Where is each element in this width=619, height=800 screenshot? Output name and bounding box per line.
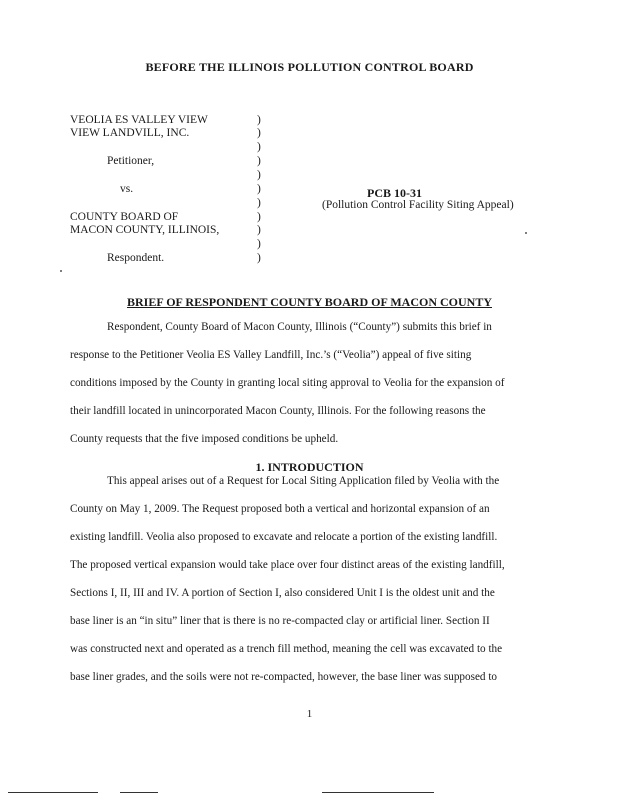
paragraph-line: response to the Petitioner Veolia ES Valley Landfill, Inc.’s (“Veolia”) appeal of five siting [70,349,472,361]
paragraph-line: was constructed next and operated as a trench fill method, meaning the cell was excavated to the [70,643,503,655]
paragraph-line: County requests that the five imposed conditions be upheld. [70,433,339,445]
petitioner-role: Petitioner, [107,155,155,167]
caption-paren: ) [257,238,261,250]
paragraph-line: base liner grades, and the soils were not re-compacted, however, the base liner was supposed to [70,671,498,683]
caption-paren: ) [257,183,261,195]
court-title: BEFORE THE ILLINOIS POLLUTION CONTROL BOARD [145,60,474,74]
paragraph-line: Sections I, II, III and IV. A portion of Section I, also considered Unit I is the oldest unit and the [70,587,495,599]
paragraph-line: This appeal arises out of a Request for Local Siting Application filed by Veolia with the [107,475,500,487]
versus-label: vs. [120,183,134,195]
respondent-name-line1: COUNTY BOARD OF [70,211,179,223]
case-description: (Pollution Control Facility Siting Appeal) [322,199,514,211]
caption-paren: ) [257,169,261,181]
scan-speck [525,232,527,234]
respondent-role: Respondent. [107,252,165,264]
caption-paren: ) [257,127,261,139]
caption-paren: ) [257,197,261,209]
caption-paren: ) [257,114,261,126]
petitioner-name-line2: VIEW LANDVILL, INC. [70,127,190,139]
caption-paren: ) [257,224,261,236]
respondent-name-line2: MACON COUNTY, ILLINOIS, [70,224,220,236]
caption-paren: ) [257,211,261,223]
paragraph-line: County on May 1, 2009. The Request proposed both a vertical and horizontal expansion of an [70,503,490,515]
brief-title: BRIEF OF RESPONDENT COUNTY BOARD OF MACON COUNTY [126,295,492,309]
petitioner-name-line1: VEOLIA ES VALLEY VIEW [70,114,208,126]
paragraph-line: existing landfill. Veolia also proposed to excavate and relocate a portion of the existing landfill. [70,531,498,543]
caption-paren: ) [257,141,261,153]
page-number: 1 [306,708,313,720]
footer-rule [8,792,98,793]
caption-paren: ) [257,252,261,264]
scan-speck [60,270,62,272]
caption-paren: ) [257,155,261,167]
section-heading: 1. INTRODUCTION [255,460,364,474]
paragraph-line: Respondent, County Board of Macon County, Illinois (“County”) submits this brief in [107,321,492,333]
paragraph-line: their landfill located in unincorporated Macon County, Illinois. For the following reasons the [70,405,486,417]
footer-rule [120,792,158,793]
paragraph-line: base liner is an “in situ” liner that is there is no re-compacted clay or artificial liner. Section II [70,615,490,627]
footer-rule [322,792,434,793]
case-number: PCB 10-31 [367,186,422,200]
paragraph-line: The proposed vertical expansion would take place over four distinct areas of the existing landfill, [70,559,505,571]
paragraph-line: conditions imposed by the County in granting local siting approval to Veolia for the expansion of [70,377,505,389]
